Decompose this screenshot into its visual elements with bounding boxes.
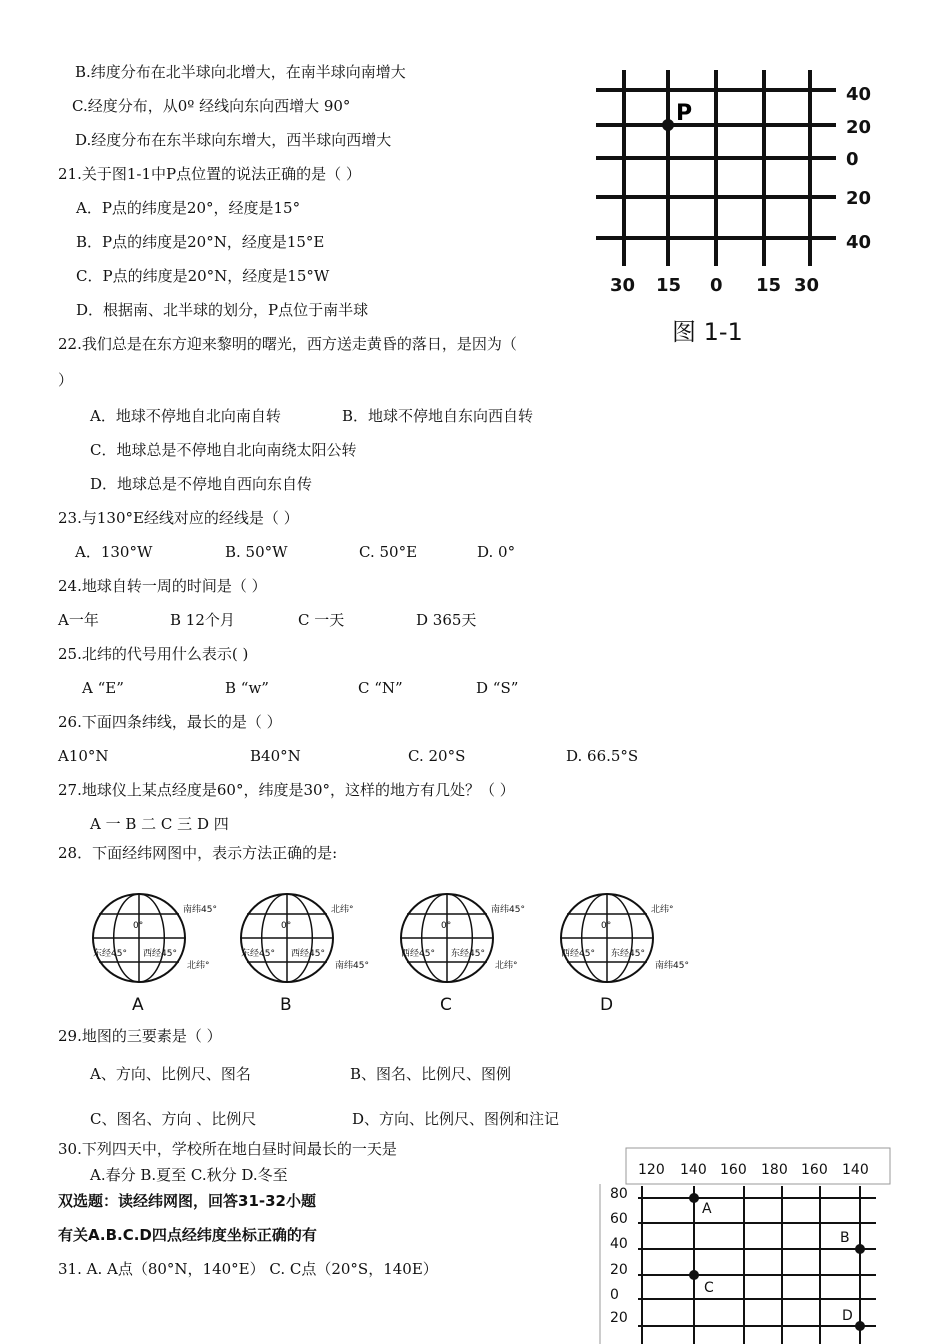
lon-label: 15 <box>756 275 782 296</box>
q21-option-a: A．P点的纬度是20°，经度是15° <box>76 199 301 217</box>
lon-label: 160 <box>801 1162 828 1178</box>
q23-option-c: C. 50°E <box>359 543 418 561</box>
q29-options-cd <box>90 1109 559 1129</box>
q21-stem: 21.关于图1-1中P点位置的说法正确的是（ ） <box>58 165 361 183</box>
q29-option-b: B、图名、比例尺、图例 <box>350 1065 512 1083</box>
lat-label: 20 <box>846 117 872 138</box>
center-label: 0° <box>133 921 144 931</box>
q29-option-d: D、方向、比例尺、图例和注记 <box>352 1110 560 1128</box>
globe-b <box>241 894 369 1015</box>
q26-options <box>58 746 638 766</box>
q20-option-c: C.经度分布，从0º 经线向东向西增大 90° <box>72 97 351 115</box>
center-label: 0° <box>601 921 612 931</box>
lat-label: 20 <box>846 188 872 209</box>
q26-stem: 26.下面四条纬线，最长的是（ ） <box>58 713 282 731</box>
q26-option-c: C. 20°S <box>408 747 466 765</box>
q25-option-d: D “S” <box>476 679 519 697</box>
q26-option-d: D. 66.5°S <box>566 747 639 765</box>
q20-option-d: D.经度分布在东半球向东增大，西半球向西增大 <box>75 131 392 149</box>
bottom-lat-label: 南纬45° <box>655 961 689 971</box>
left-lon-label: 东经45° <box>241 949 275 959</box>
right-lon-label: 西经45° <box>143 949 177 959</box>
q27-options: A 一 B 二 C 三 D 四 <box>90 815 229 833</box>
lat-label: 80 <box>610 1186 628 1202</box>
q25-option-a: A “E” <box>82 679 124 697</box>
dual-choice-heading: 双选题：读经纬网图，回答31-32小题 <box>58 1192 316 1210</box>
lon-label: 160 <box>720 1162 747 1178</box>
q29-option-a: A、方向、比例尺、图名 <box>90 1065 251 1083</box>
p-point-dot <box>662 119 674 131</box>
lon-label: 30 <box>794 275 820 296</box>
q25-stem: 25.北纬的代号用什么表示( ) <box>58 645 249 663</box>
right-lon-label: 东经45° <box>451 949 485 959</box>
globe-letter: C <box>440 995 452 1015</box>
q22-stem-cont: ） <box>58 371 74 389</box>
point-a-label: A <box>702 1201 712 1217</box>
globe-a <box>93 894 217 1015</box>
globe-d <box>561 894 689 1015</box>
q21-option-c: C．P点的纬度是20°N，经度是15°W <box>76 267 330 285</box>
lon-label: 15 <box>656 275 682 296</box>
q31-stem: 31. A. A点（80°N，140°E） C. C点（20°S，140E） <box>58 1260 438 1278</box>
q23-options <box>75 542 515 562</box>
point-c-dot <box>689 1270 699 1280</box>
point-a-dot <box>689 1193 699 1203</box>
lat-label: 40 <box>846 84 872 105</box>
point-c-label: C <box>704 1280 714 1296</box>
q21-option-d: D．根据南、北半球的划分，P点位于南半球 <box>76 301 369 319</box>
point-b-label: B <box>840 1230 850 1246</box>
q24-option-d: D 365天 <box>416 611 477 629</box>
top-lat-label: 南纬45° <box>183 905 217 915</box>
top-lat-label: 南纬45° <box>491 905 525 915</box>
globe-letter: B <box>280 995 292 1015</box>
q30-options: A.春分 B.夏至 C.秋分 D.冬至 <box>90 1166 288 1184</box>
center-label: 0° <box>441 921 452 931</box>
q23-stem: 23.与130°E经线对应的经线是（ ） <box>58 509 299 527</box>
q20-option-b: B.纬度分布在北半球向北增大，在南半球向南增大 <box>75 63 406 81</box>
point-d-label: D <box>842 1308 853 1324</box>
q22-option-b: B．地球不停地自东向西自转 <box>342 407 534 425</box>
q24-options <box>58 610 476 630</box>
q30-stem: 30.下列四天中，学校所在地白昼时间最长的一天是 <box>58 1140 397 1158</box>
globe-letter: D <box>600 995 614 1015</box>
bottom-lat-label: 南纬45° <box>335 961 369 971</box>
lat-label: 0 <box>610 1287 619 1303</box>
q28-stem: 28．下面经纬网图中，表示方法正确的是: <box>58 844 338 862</box>
p-point-label: P <box>676 101 693 126</box>
lon-label: 120 <box>638 1162 665 1178</box>
q26-option-b: B40°N <box>250 747 301 765</box>
globe-letter: A <box>132 995 144 1015</box>
lat-label: 40 <box>610 1236 628 1252</box>
q24-option-a: A一年 <box>58 611 99 629</box>
q21-option-b: B．P点的纬度是20°N，经度是15°E <box>76 233 325 251</box>
lon-label: 30 <box>610 275 636 296</box>
q29-option-c: C、图名、方向 、比例尺 <box>90 1110 257 1128</box>
figure-1-1 <box>588 62 878 352</box>
top-lat-label: 北纬° <box>651 905 674 915</box>
grid-figure-2 <box>598 1146 898 1344</box>
right-lon-label: 西经45° <box>291 949 325 959</box>
left-lon-label: 西经45° <box>401 949 435 959</box>
bottom-lat-label: 北纬° <box>495 961 518 971</box>
point-d-dot <box>855 1321 865 1331</box>
right-lon-label: 东经45° <box>611 949 645 959</box>
q22-options-ab <box>90 406 533 426</box>
q24-option-c: C 一天 <box>298 611 345 629</box>
lon-label: 0 <box>710 275 723 296</box>
bottom-lat-label: 北纬° <box>187 961 210 971</box>
q26-option-a: A10°N <box>58 747 109 765</box>
q25-options <box>82 678 518 698</box>
q28-globes <box>85 890 705 1020</box>
globe-c <box>401 894 525 1015</box>
center-label: 0° <box>281 921 292 931</box>
lon-label: 140 <box>680 1162 707 1178</box>
q27-stem: 27.地球仪上某点经度是60°，纬度是30°，这样的地方有几处？（ ） <box>58 781 515 799</box>
lat-label: 20 <box>610 1310 628 1326</box>
left-lon-label: 东经45° <box>93 949 127 959</box>
q22-option-d: D．地球总是不停地自西向东自传 <box>90 475 313 493</box>
q25-option-b: B “w” <box>225 679 269 697</box>
q23-option-d: D. 0° <box>477 543 516 561</box>
q22-stem: 22.我们总是在东方迎来黎明的曙光，西方送走黄昏的落日，是因为（ <box>58 335 517 353</box>
q23-option-a: A．130°W <box>75 543 153 561</box>
q22-option-a: A．地球不停地自北向南自转 <box>90 407 281 425</box>
dual-choice-subheading: 有关A.B.C.D四点经纬度坐标正确的有 <box>58 1226 317 1244</box>
q23-option-b: B. 50°W <box>225 543 288 561</box>
q24-stem: 24.地球自转一周的时间是（ ） <box>58 577 267 595</box>
top-lat-label: 北纬° <box>331 905 354 915</box>
lat-label: 60 <box>610 1211 628 1227</box>
lon-label: 140 <box>842 1162 869 1178</box>
q22-option-c: C．地球总是不停地自北向南绕太阳公转 <box>90 441 357 459</box>
q25-option-c: C “N” <box>358 679 403 697</box>
lat-label: 20 <box>610 1262 628 1278</box>
q29-options-ab <box>90 1064 511 1084</box>
lon-label: 180 <box>761 1162 788 1178</box>
lat-label: 40 <box>846 232 872 253</box>
q29-stem: 29.地图的三要素是（ ） <box>58 1027 222 1045</box>
lat-label: 0 <box>846 149 859 170</box>
point-b-dot <box>855 1244 865 1254</box>
q24-option-b: B 12个月 <box>170 611 235 629</box>
left-lon-label: 西经45° <box>561 949 595 959</box>
figure-caption: 图 1-1 <box>672 318 743 346</box>
